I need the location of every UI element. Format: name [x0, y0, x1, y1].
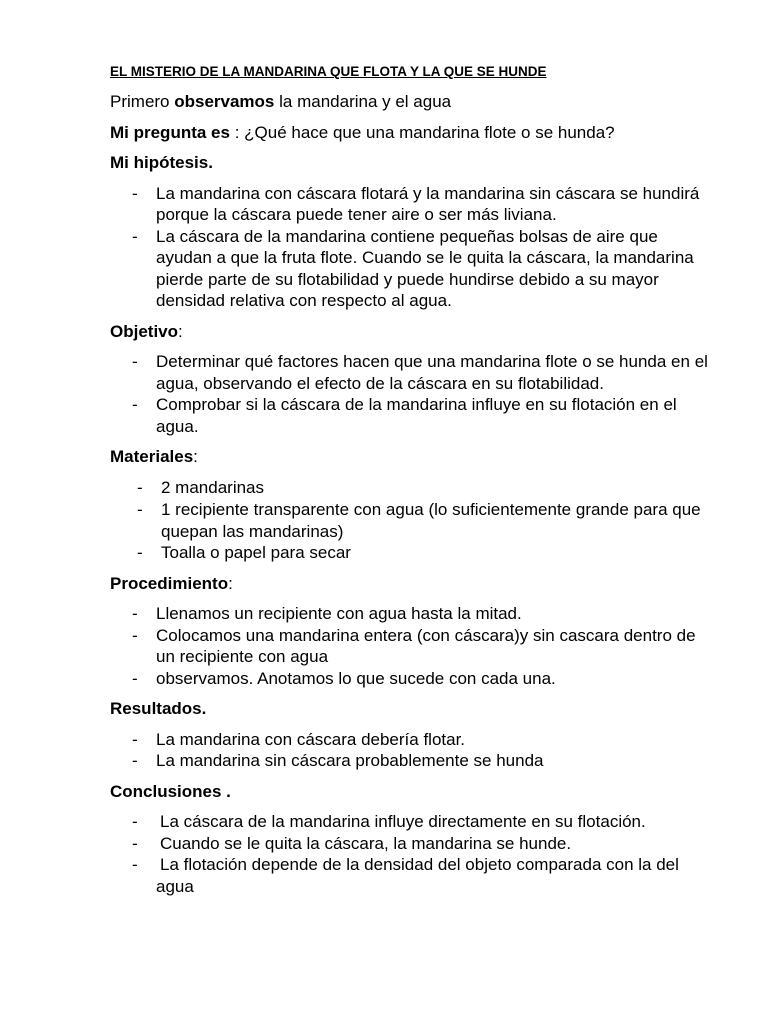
list-item-text: La flotación depende de la densidad del objeto comparada con la del agua — [156, 855, 679, 896]
list-item-text: Colocamos una mandarina entera (con cáscara)y sin cascara dentro de un recipiente con agua — [156, 625, 696, 666]
list-item-text: La mandarina con cáscara flotará y la mandarina sin cáscara se hundirá porque la cáscara puede tener aire o ser más liviana. — [156, 183, 700, 224]
list-item-text: Comprobar si la cáscara de la mandarina influye en su flotación en el agua. — [156, 395, 677, 436]
list-item — [110, 394, 710, 437]
list-item — [110, 603, 710, 625]
materials-heading — [110, 446, 710, 468]
list-item — [110, 729, 710, 751]
results-heading-text: Resultados. — [110, 699, 207, 718]
list-item — [110, 477, 710, 499]
procedure-list — [110, 603, 710, 689]
bullet-dash: - — [132, 395, 138, 414]
intro-bold-word: observamos — [174, 92, 275, 111]
bullet-dash: - — [132, 668, 138, 688]
intro-text-start: Primero — [110, 92, 175, 111]
conclusions-heading-text: Conclusiones . — [110, 781, 231, 801]
procedure-heading-text: Procedimiento — [110, 573, 229, 593]
conclusions-list — [110, 811, 710, 897]
objective-heading — [110, 321, 710, 343]
list-item-text: La cáscara de la mandarina contiene pequeñas bolsas de aire que ayudan a que la fruta flote. Cuando se le quita la cáscara, la mandarina pierde parte de su flotabilidad y puede hundirse debido a su mayor densidad relativa con respecto al agua. — [156, 226, 694, 310]
list-item — [110, 499, 710, 542]
list-item-text: Cuando se le quita la cáscara, la mandarina se hunde. — [160, 833, 572, 853]
document-page — [110, 62, 710, 906]
bullet-dash: - — [132, 751, 138, 770]
list-item-text: Determinar qué factores hacen que una mandarina flote o se hunda en el agua, observando el efecto de la cáscara en su flotabilidad. — [156, 352, 708, 393]
list-item-text: observamos. Anotamos lo que sucede con cada una. — [156, 668, 556, 688]
list-item — [110, 854, 710, 897]
hypothesis-list — [110, 183, 710, 312]
results-list — [110, 729, 710, 772]
list-item-text: La cáscara de la mandarina influye directamente en su flotación. — [160, 812, 646, 831]
bullet-dash: - — [132, 855, 138, 874]
document-title: EL MISTERIO DE LA MANDARINA QUE FLOTA Y LA QUE SE HUNDE — [110, 64, 547, 79]
question-paragraph — [110, 122, 710, 144]
list-item — [110, 183, 710, 226]
bullet-dash: - — [137, 500, 143, 519]
objective-list — [110, 351, 710, 437]
list-item — [110, 542, 710, 564]
list-item — [110, 625, 710, 668]
question-text: : ¿Qué hace que una mandarina flote o se hunda? — [229, 122, 615, 142]
list-item-text: 2 mandarinas — [161, 477, 265, 497]
list-item-text: La mandarina sin cáscara probablemente se hunda — [156, 751, 544, 770]
materials-heading-text: Materiales — [110, 447, 194, 466]
bullet-dash: - — [132, 183, 138, 203]
procedure-heading-colon: : — [228, 573, 233, 593]
question-label: Mi pregunta es — [110, 122, 230, 142]
materials-list — [110, 477, 710, 564]
list-item-text: 1 recipiente transparente con agua (lo suficientemente grande para que quepan las mandarinas) — [161, 500, 701, 541]
materials-heading-colon: : — [193, 447, 198, 466]
list-item — [110, 750, 710, 772]
list-item-text: La mandarina con cáscara debería flotar. — [156, 729, 466, 749]
hypothesis-heading — [110, 152, 710, 174]
bullet-dash: - — [137, 543, 143, 562]
list-item — [110, 833, 710, 855]
list-item — [110, 226, 710, 312]
results-heading — [110, 698, 710, 720]
bullet-dash: - — [132, 604, 138, 623]
list-item — [110, 668, 710, 690]
list-item — [110, 811, 710, 833]
list-item-text: Llenamos un recipiente con agua hasta la mitad. — [156, 604, 522, 623]
hypothesis-heading-text: Mi hipótesis. — [110, 153, 213, 172]
bullet-dash: - — [132, 226, 138, 246]
bullet-dash: - — [132, 833, 138, 853]
conclusions-heading — [110, 781, 710, 803]
procedure-heading — [110, 573, 710, 595]
objective-heading-text: Objetivo — [110, 321, 179, 341]
bullet-dash: - — [132, 729, 138, 749]
bullet-dash: - — [132, 625, 138, 645]
intro-paragraph — [110, 91, 710, 113]
list-item — [110, 351, 710, 394]
bullet-dash: - — [132, 812, 138, 831]
objective-heading-colon: : — [178, 321, 183, 341]
list-item-text: Toalla o papel para secar — [161, 543, 351, 562]
bullet-dash: - — [132, 352, 138, 371]
bullet-dash: - — [137, 477, 143, 497]
intro-text-end: la mandarina y el agua — [274, 92, 452, 111]
